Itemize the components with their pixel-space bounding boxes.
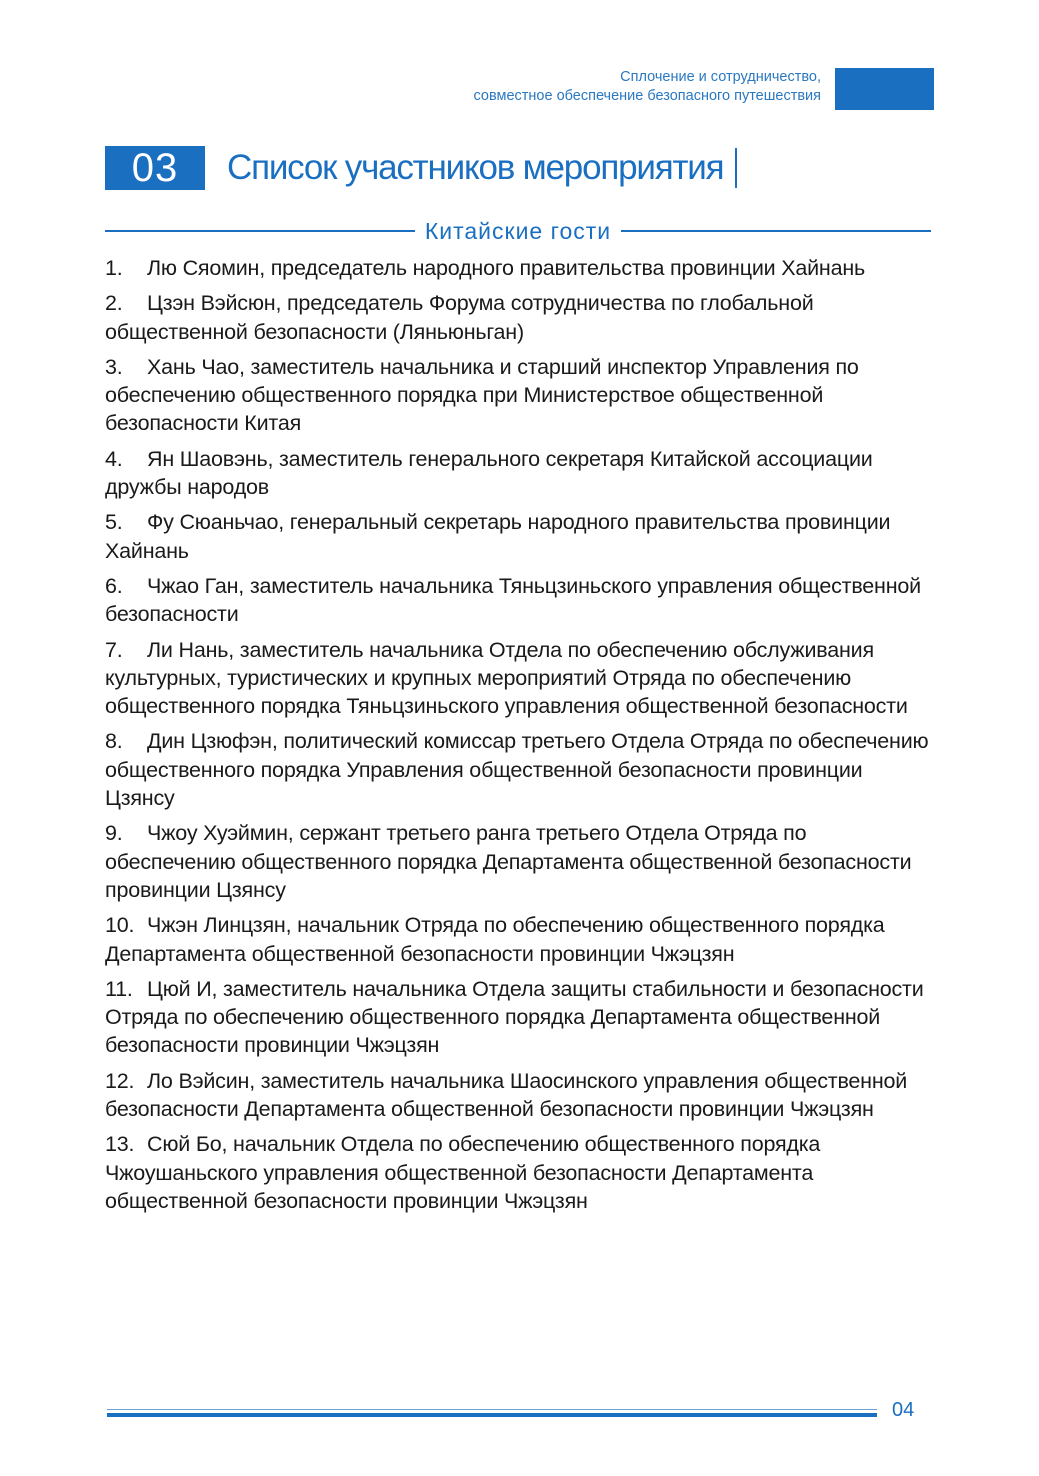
header-tagline-line2: совместное обеспечение безопасного путешествия — [473, 88, 821, 104]
list-item-number: 8. — [105, 729, 123, 754]
subsection-rule-left — [105, 230, 415, 232]
list-item — [105, 289, 935, 346]
list-item-text: Дин Цзюфэн, политический комиссар третьего Отдела Отряда по обеспечению общественного порядка Управления общественной безопасности провинции Цзянсу — [105, 729, 929, 811]
list-item-number: 13. — [105, 1132, 135, 1157]
header-tagline-line1: Сплочение и сотрудничество, — [620, 69, 821, 85]
list-item-number: 2. — [105, 291, 123, 316]
list-item-number: 10. — [105, 913, 135, 938]
list-item-text: Цзэн Вэйсюн, председатель Форума сотрудничества по глобальной общественной безопасности (Ляньюньган) — [105, 291, 814, 344]
list-item — [105, 819, 935, 904]
list-item-text: Ли Нань, заместитель начальника Отдела по обеспечению обслуживания культурных, туристических и крупных мероприятий Отряда по обеспечению общественного порядка Тяньцзиньского управления общественной безопасности — [105, 637, 908, 719]
section-heading — [105, 146, 737, 190]
list-item — [105, 727, 935, 812]
list-item-text: Хань Чао, заместитель начальника и старший инспектор Управления по обеспечению общественного порядка при Министерствое общественной безопасности Китая — [105, 354, 859, 436]
list-item-text: Цюй И, заместитель начальника Отдела защиты стабильности и безопасности Отряда по обеспечению общественного порядка Департамента общественной безопасности провинции Чжэцзян — [105, 976, 924, 1058]
list-item-number: 9. — [105, 821, 123, 846]
list-item — [105, 975, 935, 1060]
page-number: 04 — [892, 1399, 915, 1421]
list-item-number: 6. — [105, 573, 123, 598]
section-number: 03 — [105, 146, 205, 190]
list-item-text: Чжао Ган, заместитель начальника Тяньцзиньского управления общественной безопасности — [105, 573, 921, 627]
list-item-text: Чжоу Хуэймин, сержант третьего ранга третьего Отдела Отряда по обеспечению общественного порядка Департамента общественной безопасности провинции Цзянсу — [105, 821, 912, 902]
list-item-number: 12. — [105, 1068, 135, 1093]
header-tagline — [473, 68, 821, 106]
subsection-rule-right — [621, 230, 931, 232]
list-item — [105, 636, 935, 721]
list-item — [105, 1130, 935, 1215]
list-item — [105, 353, 935, 438]
list-item-number: 3. — [105, 354, 123, 379]
list-item — [105, 1067, 935, 1124]
title-divider — [735, 148, 737, 188]
footer-rule — [107, 1413, 877, 1417]
list-item-number: 5. — [105, 510, 123, 535]
subsection-heading — [105, 218, 931, 244]
list-item-text: Ло Вэйсин, заместитель начальника Шаосинского управления общественной безопасности Департамента общественной безопасности провинции Чжэцзян — [105, 1068, 908, 1122]
list-item-number: 11. — [105, 976, 133, 1001]
section-title: Список участников мероприятия — [227, 148, 724, 187]
list-item — [105, 911, 935, 968]
list-item-text: Чжэн Линцзян, начальник Отряда по обеспечению общественного порядка Департамента общественной безопасности провинции Чжэцзян — [105, 913, 885, 966]
list-item — [105, 572, 935, 629]
list-item-text: Лю Сяомин, председатель народного правительства провинции Хайнань — [147, 256, 866, 280]
header-color-block — [835, 68, 934, 110]
footer-rule-thin — [107, 1409, 877, 1410]
list-item-number: 1. — [105, 256, 123, 280]
list-item — [105, 254, 935, 282]
list-item-number: 4. — [105, 446, 123, 471]
list-item-text: Сюй Бо, начальник Отдела по обеспечению общественного порядка Чжоушаньского управления общественной безопасности Департамента общественной безопасности провинции Чжэцзян — [105, 1132, 821, 1213]
participant-list — [105, 254, 935, 1222]
list-item-text: Ян Шаовэнь, заместитель генерального секретаря Китайской ассоциации дружбы народов — [105, 446, 873, 500]
list-item — [105, 508, 935, 565]
subsection-title: Китайские гости — [424, 217, 612, 244]
list-item — [105, 445, 935, 502]
list-item-text: Фу Сюаньчао, генеральный секретарь народного правительства провинции Хайнань — [105, 510, 891, 563]
list-item-number: 7. — [105, 637, 123, 662]
